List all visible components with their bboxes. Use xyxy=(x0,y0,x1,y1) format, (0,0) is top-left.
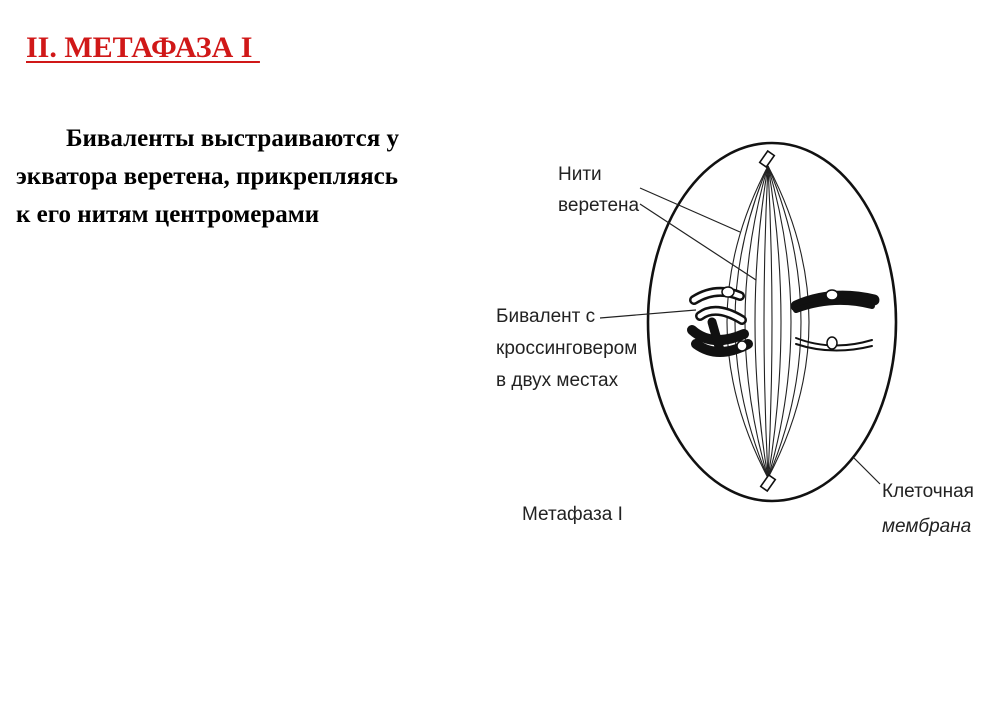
label-spindle-line2: веретена xyxy=(558,195,640,216)
label-membrane-line1: Клеточная xyxy=(882,481,974,502)
label-bivalent-line3: в двух местах xyxy=(496,370,619,391)
label-spindle-line1: Нити xyxy=(558,164,602,185)
body-line-2: экватора веретена, прикрепляясь xyxy=(16,163,398,190)
label-caption: Метафаза I xyxy=(522,504,623,525)
bivalent-left xyxy=(692,287,748,352)
label-bivalent-line2: кроссинговером xyxy=(496,338,638,359)
centriole-top xyxy=(760,151,775,167)
centriole-bottom xyxy=(761,475,776,491)
bivalent-right xyxy=(796,290,874,351)
label-membrane-line2: мембрана xyxy=(882,516,972,537)
body-line-3: к его нитям центромерами xyxy=(16,201,320,228)
label-bivalent-line1: Бивалент с xyxy=(496,306,596,327)
body-line-1: Биваленты выстраиваются у xyxy=(66,125,399,152)
slide-title: II. МЕТАФАЗА I xyxy=(26,31,260,64)
